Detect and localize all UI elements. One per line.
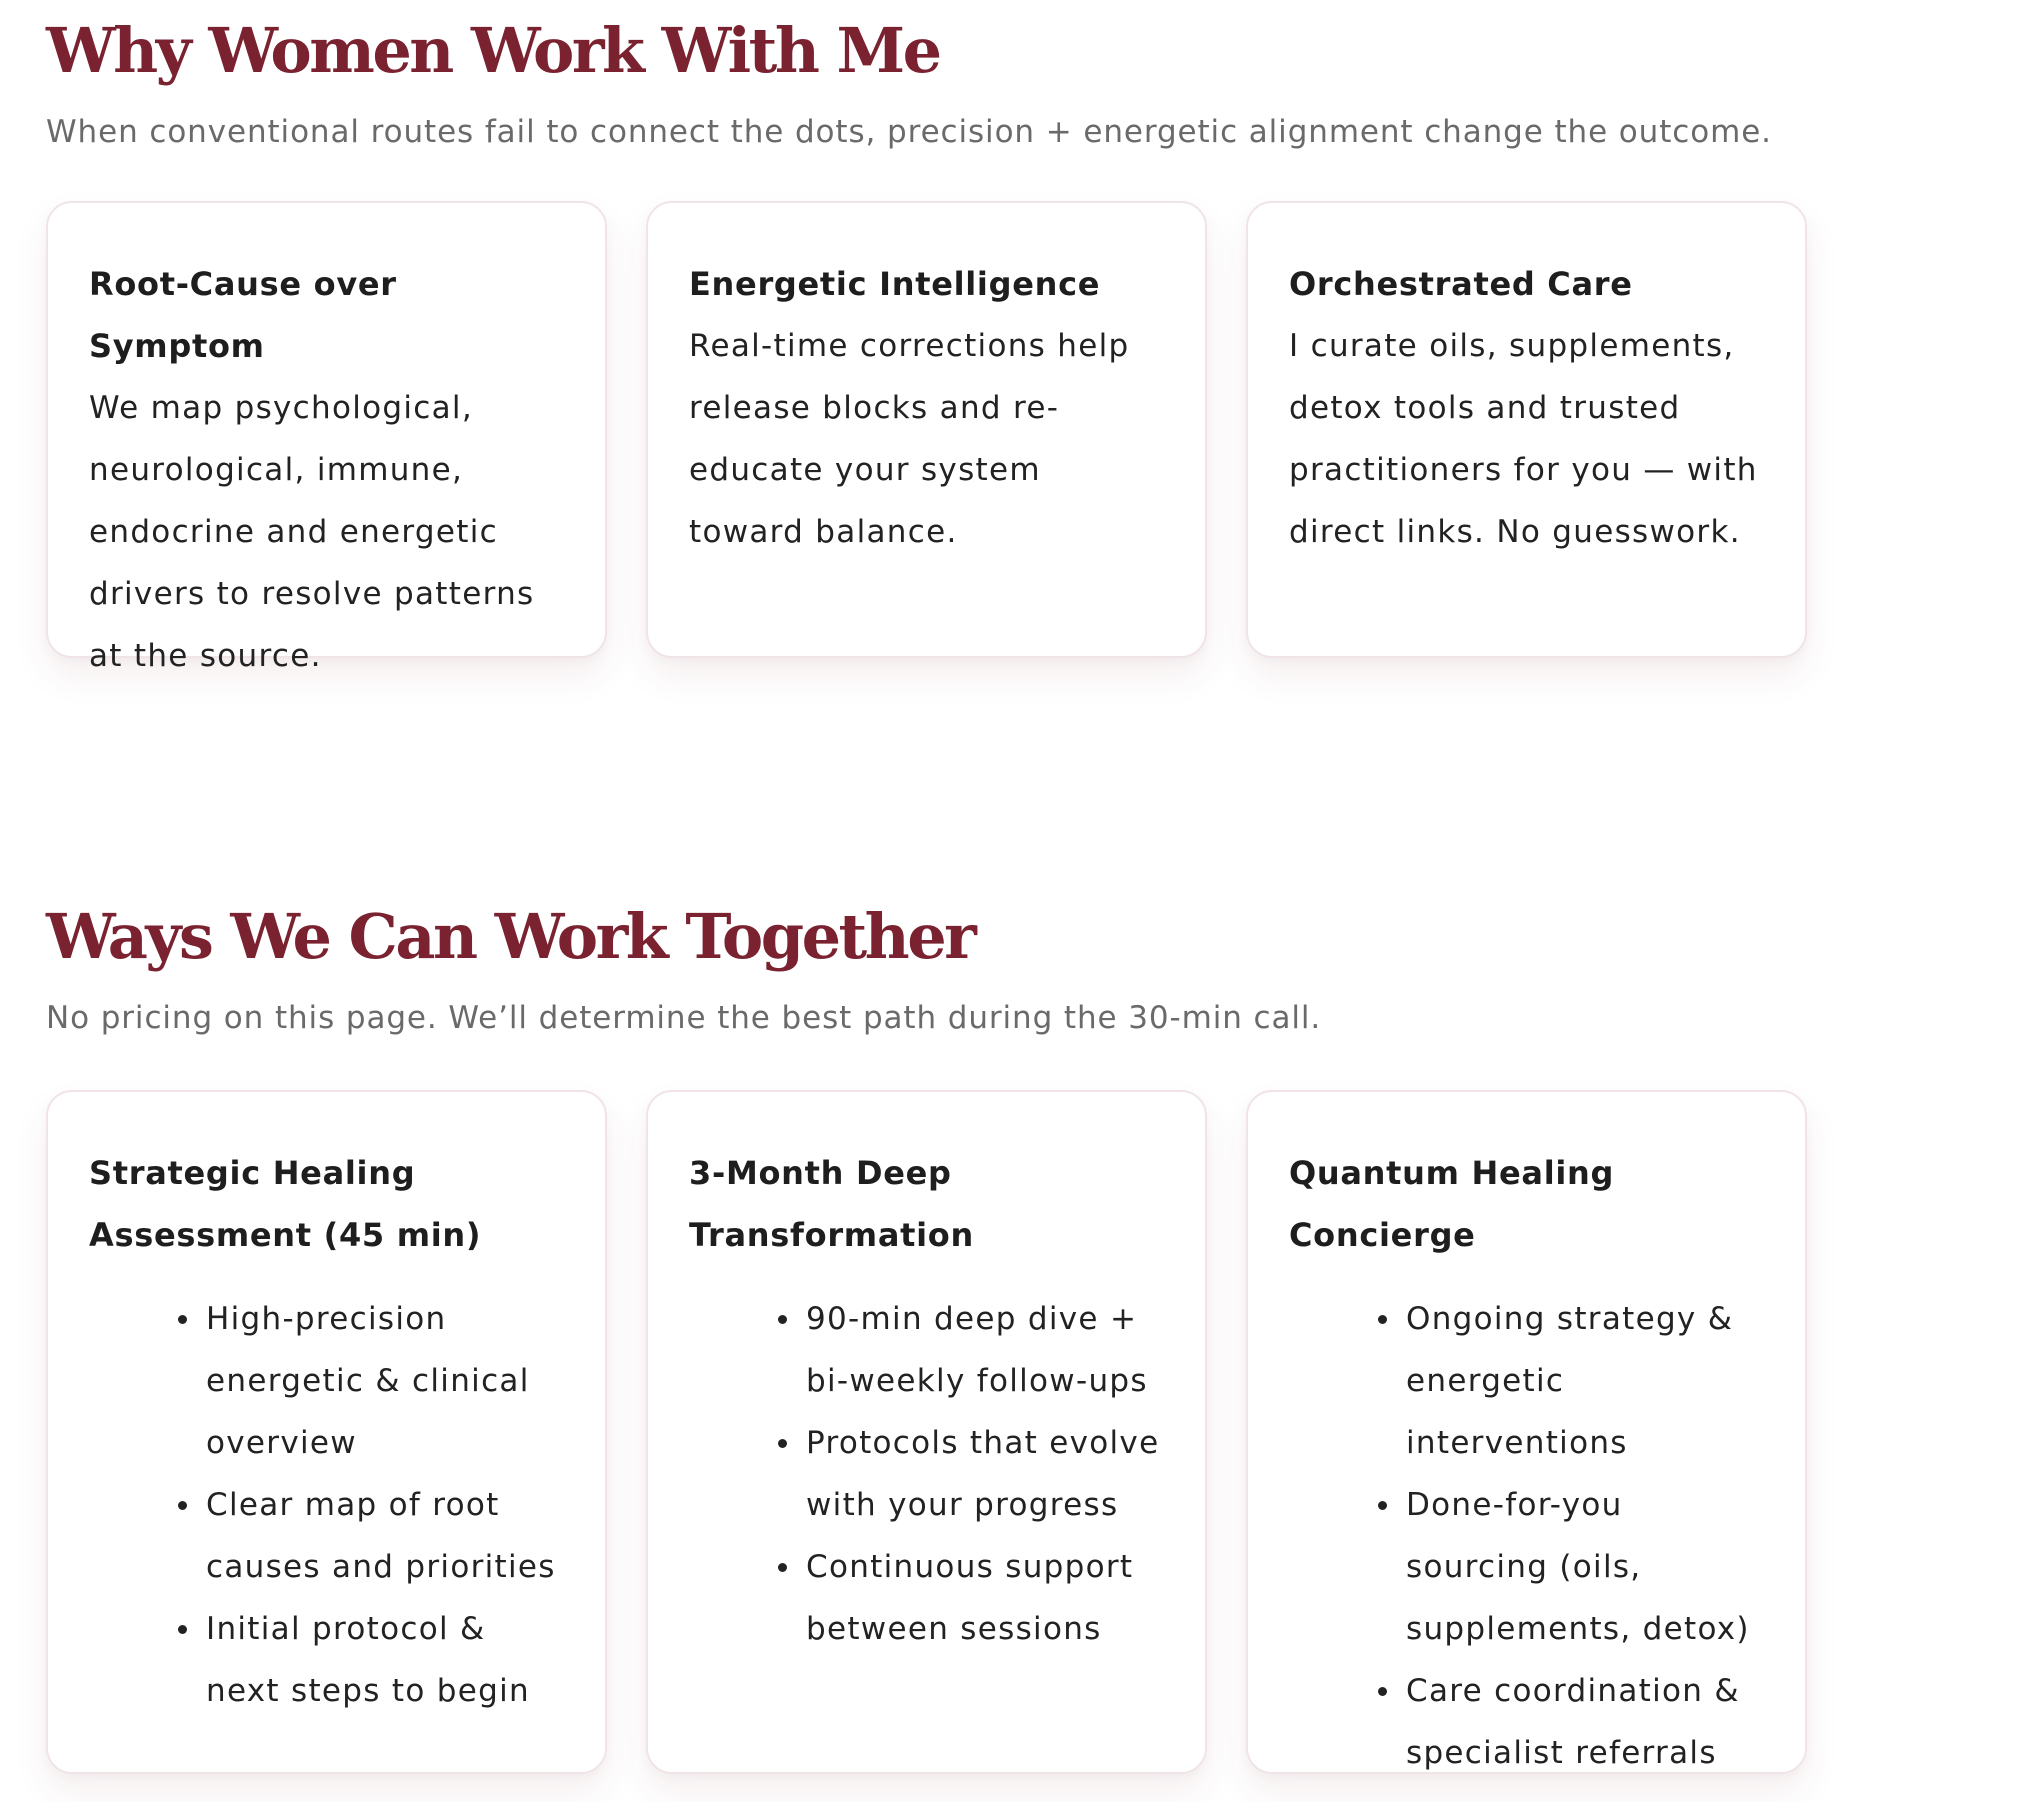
why-section-title: Why Women Work With Me: [46, 14, 940, 87]
offer-card-list: [1289, 1288, 1767, 1784]
list-item-text: Done-for-you sourcing (oils, supplements, detox): [1406, 1487, 1750, 1647]
ways-section-title: Ways We Can Work Together: [46, 900, 975, 973]
list-item-text: Ongoing strategy & energetic interventions: [1406, 1301, 1734, 1461]
list-item: [206, 1288, 567, 1474]
feature-card-text: I curate oils, supplements, detox tools and trusted practitioners for you — with direct links. No guesswork.: [1289, 328, 1758, 550]
list-item-text: Initial protocol & next steps to begin: [206, 1611, 530, 1709]
list-item: [806, 1288, 1167, 1412]
offer-card-list: [689, 1288, 1167, 1660]
list-item: [1406, 1660, 1767, 1784]
feature-card-energetic-intelligence: [646, 201, 1207, 658]
ways-to-work-together-section: [46, 886, 1806, 1771]
list-item: [1406, 1288, 1767, 1474]
why-section-subtitle: When conventional routes fail to connect the dots, precision + energetic alignment change the outcome.: [46, 114, 1772, 150]
list-item: [1406, 1474, 1767, 1660]
offer-card-title: Strategic Healing Assessment (45 min): [89, 1154, 482, 1254]
bullet-icon: [178, 1315, 187, 1324]
bullet-icon: [1378, 1501, 1387, 1510]
bullet-icon: [178, 1501, 187, 1510]
list-item-text: Protocols that evolve with your progress: [806, 1425, 1160, 1523]
list-item-text: Clear map of root causes and priorities: [206, 1487, 556, 1585]
bullet-icon: [778, 1563, 787, 1572]
why-work-with-me-section: [46, 0, 1806, 674]
feature-card-text: Real-time corrections help release blocks and re-educate your system toward balance.: [689, 328, 1130, 550]
offer-card-list: [89, 1288, 567, 1722]
offer-card-title: 3-Month Deep Transformation: [689, 1154, 974, 1254]
list-item: [806, 1536, 1167, 1660]
list-item-text: 90-min deep dive + bi-weekly follow-ups: [806, 1301, 1148, 1399]
bullet-icon: [1378, 1687, 1387, 1696]
bullet-icon: [1378, 1315, 1387, 1324]
bullet-icon: [778, 1315, 787, 1324]
feature-card-text: We map psychological, neurological, immune, endocrine and energetic drivers to resolve patterns at the source.: [89, 390, 535, 674]
feature-card-root-cause: [46, 201, 607, 674]
offer-card-quantum-concierge: [1246, 1090, 1807, 1774]
bullet-icon: [178, 1625, 187, 1634]
list-item-text: Care coordination & specialist referrals: [1406, 1673, 1740, 1771]
list-item: [206, 1474, 567, 1598]
feature-card-title: Orchestrated Care: [1289, 265, 1633, 303]
list-item-text: Continuous support between sessions: [806, 1549, 1134, 1647]
offer-card-strategic-assessment: [46, 1090, 607, 1774]
bullet-icon: [778, 1439, 787, 1448]
ways-section-subtitle: No pricing on this page. We’ll determine the best path during the 30-min call.: [46, 1000, 1322, 1036]
feature-card-orchestrated-care: [1246, 201, 1807, 658]
offer-cards-row: [46, 1090, 1807, 1774]
offer-card-title: Quantum Healing Concierge: [1289, 1154, 1615, 1254]
feature-card-title: Energetic Intelligence: [689, 265, 1101, 303]
list-item-text: High-precision energetic & clinical overview: [206, 1301, 530, 1461]
list-item: [206, 1598, 567, 1722]
list-item: [806, 1412, 1167, 1536]
why-cards-row: [46, 201, 1807, 674]
offer-card-deep-transformation: [646, 1090, 1207, 1774]
feature-card-title: Root-Cause over Symptom: [89, 265, 397, 365]
